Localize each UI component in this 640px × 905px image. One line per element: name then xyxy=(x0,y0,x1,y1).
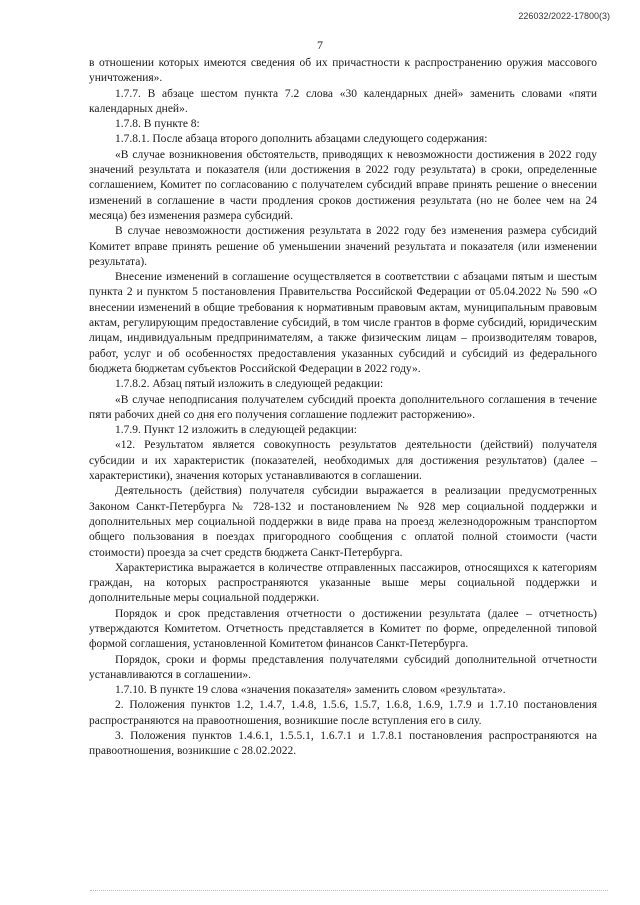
paragraph: «В случае возникновения обстоятельств, приводящих к невозможности достижения в 2022 году значений результата и показателя (или достижения в 2022 году результата) в сроки, определенные соглашением, Комитет по согласованию с получателем субсидий вправе принять решение о внесении изменений в соглашение в части продления сроков достижения результата (но не более чем на 24 месяца) без изменения размера субсидий. xyxy=(89,148,597,222)
paragraph: Внесение изменений в соглашение осуществляется в соответствии с абзацами пятым и шестым пункта 2 и пунктом 5 постановления Правительства Российской Федерации от 05.04.2022 № 590 «О внесении изменений в общие требования к нормативным правовым актам, муниципальным правовым актам, регулирующим предоставление субсидий, в том числе грантов в форме субсидий, юридическим лицам, индивидуальным предпринимателям, а также физическим лицам – производителям товаров, работ, услуг и об особенностях предоставления указанных субсидий и субсидий из федерального бюджета бюджетам субъектов Российской Федерации в 2022 году». xyxy=(89,271,597,375)
paragraph: Деятельность (действия) получателя субсидии выражается в реализации предусмотренных Законом Санкт-Петербурга № 728-132 и постановлением № 928 мер социальной поддержки и дополнительных мер социальной поддержки в виде права на проезд железнодорожным транспортом общего пользования в поездах пригородного сообщения с оплатой полной стоимости (части стоимости) проезда за счет средств бюджета Санкт-Петербурга. xyxy=(89,485,597,559)
paragraph: 1.7.9. Пункт 12 изложить в следующей редакции: xyxy=(115,424,357,437)
paragraph: Порядок, сроки и формы представления получателями субсидий дополнительной отчетности устанавливаются в соглашении». xyxy=(89,653,597,681)
document-registration-number: 226032/2022-17800(3) xyxy=(518,11,610,21)
paragraph: «В случае неподписания получателем субсидий проекта дополнительного соглашения в течение пяти рабочих дней со дня его получения соглашение подлежит расторжению». xyxy=(89,393,597,421)
paragraph: 3. Положения пунктов 1.4.6.1, 1.5.5.1, 1.6.7.1 и 1.7.8.1 постановления распространяются на правоотношения, возникшие с 28.02.2022. xyxy=(89,730,597,758)
paragraph: Порядок и срок представления отчетности о достижении результата (далее – отчетность) утверждаются Комитетом. Отчетность представляется в Комитет по форме, определенной типовой формой соглашения, установленной Комитетом финансов Санкт-Петербурга. xyxy=(89,607,597,651)
paragraph: 1.7.8. В пункте 8: xyxy=(115,118,200,131)
footer-divider xyxy=(90,890,608,891)
paragraph: 1.7.7. В абзаце шестом пункта 7.2 слова «30 календарных дней» заменить словами «пяти календарных дней». xyxy=(89,87,597,115)
paragraph: 2. Положения пунктов 1.2, 1.4.7, 1.4.8, 1.5.6, 1.5.7, 1.6.8, 1.6.9, 1.7.9 и 1.7.10 постановления распространяются на правоотношения, возникшие после вступления его в силу. xyxy=(89,699,597,727)
paragraph: В случае невозможности достижения результата в 2022 году без изменения размера субсидий Комитет вправе принять решение об уменьшении значений результата и показателя (или изменении результата). xyxy=(89,225,597,268)
paragraph: 1.7.8.1. После абзаца второго дополнить абзацами следующего содержания: xyxy=(115,133,488,146)
paragraph: 1.7.8.2. Абзац пятый изложить в следующей редакции: xyxy=(115,378,384,391)
page-number: 7 xyxy=(317,38,323,52)
paragraph: «12. Результатом является совокупность результатов деятельности (действий) получателя субсидии и их характеристик (показателей, необходимых для достижения результатов) (далее – характеристики), значения которых устанавливаются в соглашении. xyxy=(89,439,597,483)
paragraph: Характеристика выражается в количестве отправленных пассажиров, относящихся к категориям граждан, на которых распространяются указанные выше меры социальной поддержки и дополнительные меры социальной поддержки. xyxy=(89,561,597,605)
paragraph: в отношении которых имеются сведения об их причастности к распространению оружия массового уничтожения». xyxy=(89,57,597,85)
paragraph: 1.7.10. В пункте 19 слова «значения показателя» заменить словом «результата». xyxy=(115,684,506,697)
document-body xyxy=(89,56,597,760)
